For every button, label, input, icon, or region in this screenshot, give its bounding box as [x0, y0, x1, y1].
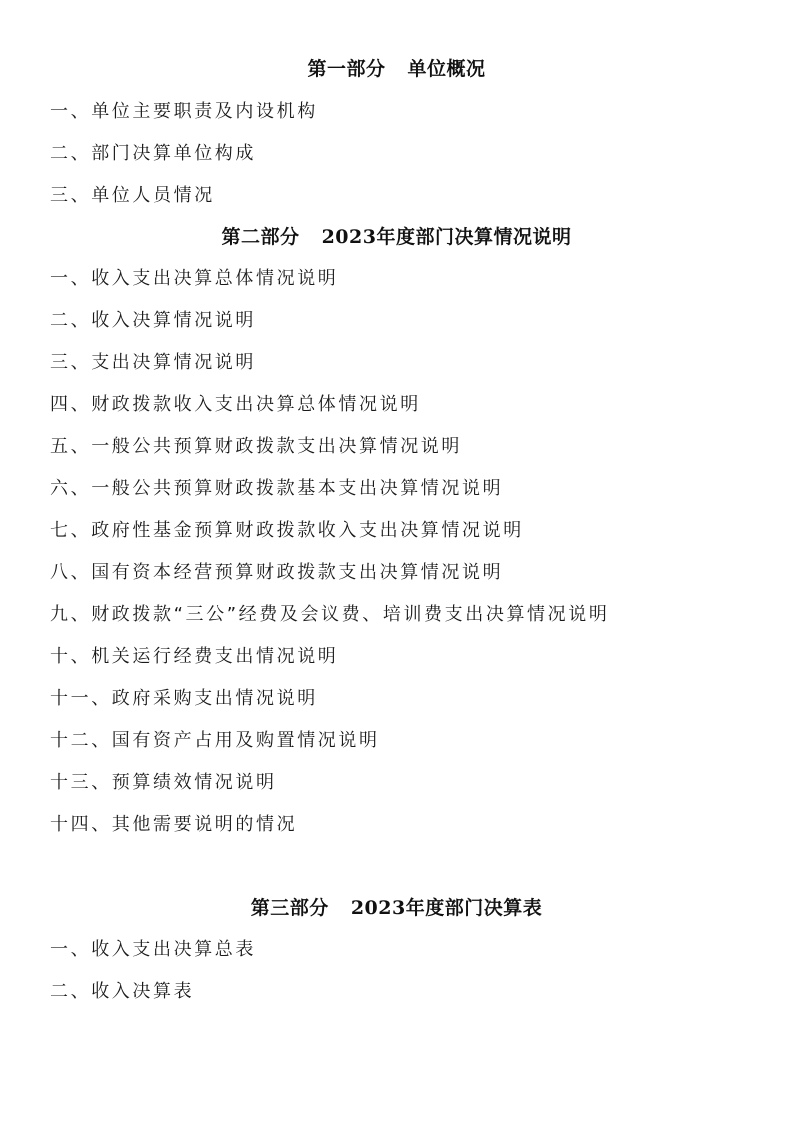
- part-heading: [0, 56, 793, 82]
- part-three: [0, 895, 793, 1021]
- part-title: 单位概况: [407, 58, 486, 80]
- part-title: 2023年度部门决算情况说明: [321, 226, 572, 248]
- toc-item: 六、一般公共预算财政拨款基本支出决算情况说明: [50, 478, 504, 499]
- toc-item: 二、部门决算单位构成: [50, 143, 256, 164]
- part-label: 第三部分: [250, 897, 329, 919]
- toc-item: 二、收入决算表: [50, 981, 195, 1002]
- part-title: 2023年度部门决算表: [350, 897, 543, 919]
- toc-item: 十四、其他需要说明的情况: [50, 814, 298, 835]
- toc-list: [0, 99, 793, 225]
- part-one: [0, 56, 793, 225]
- part-label: 第一部分: [307, 58, 386, 80]
- toc-item: 一、收入支出决算总表: [50, 939, 256, 960]
- part-label: 第二部分: [221, 226, 300, 248]
- toc-item: 一、单位主要职责及内设机构: [50, 101, 318, 122]
- toc-item: 十三、预算绩效情况说明: [50, 772, 277, 793]
- toc-list: [0, 937, 793, 1021]
- toc-item: 一、收入支出决算总体情况说明: [50, 268, 339, 289]
- part-heading: [0, 895, 793, 921]
- toc-item: 三、支出决算情况说明: [50, 352, 256, 373]
- toc-item: 十二、国有资产占用及购置情况说明: [50, 730, 380, 751]
- toc-item: 五、一般公共预算财政拨款支出决算情况说明: [50, 436, 462, 457]
- toc-item: 二、收入决算情况说明: [50, 310, 256, 331]
- toc-item: 九、财政拨款“三公”经费及会议费、培训费支出决算情况说明: [50, 604, 610, 625]
- toc-item: 七、政府性基金预算财政拨款收入支出决算情况说明: [50, 520, 524, 541]
- toc-item: 十一、政府采购支出情况说明: [50, 688, 318, 709]
- toc-item: 八、国有资本经营预算财政拨款支出决算情况说明: [50, 562, 504, 583]
- toc-item: 三、单位人员情况: [50, 185, 215, 206]
- toc-item: 四、财政拨款收入支出决算总体情况说明: [50, 394, 421, 415]
- part-heading: [0, 224, 793, 250]
- part-two: [0, 224, 793, 854]
- toc-item: 十、机关运行经费支出情况说明: [50, 646, 339, 667]
- toc-list: [0, 266, 793, 854]
